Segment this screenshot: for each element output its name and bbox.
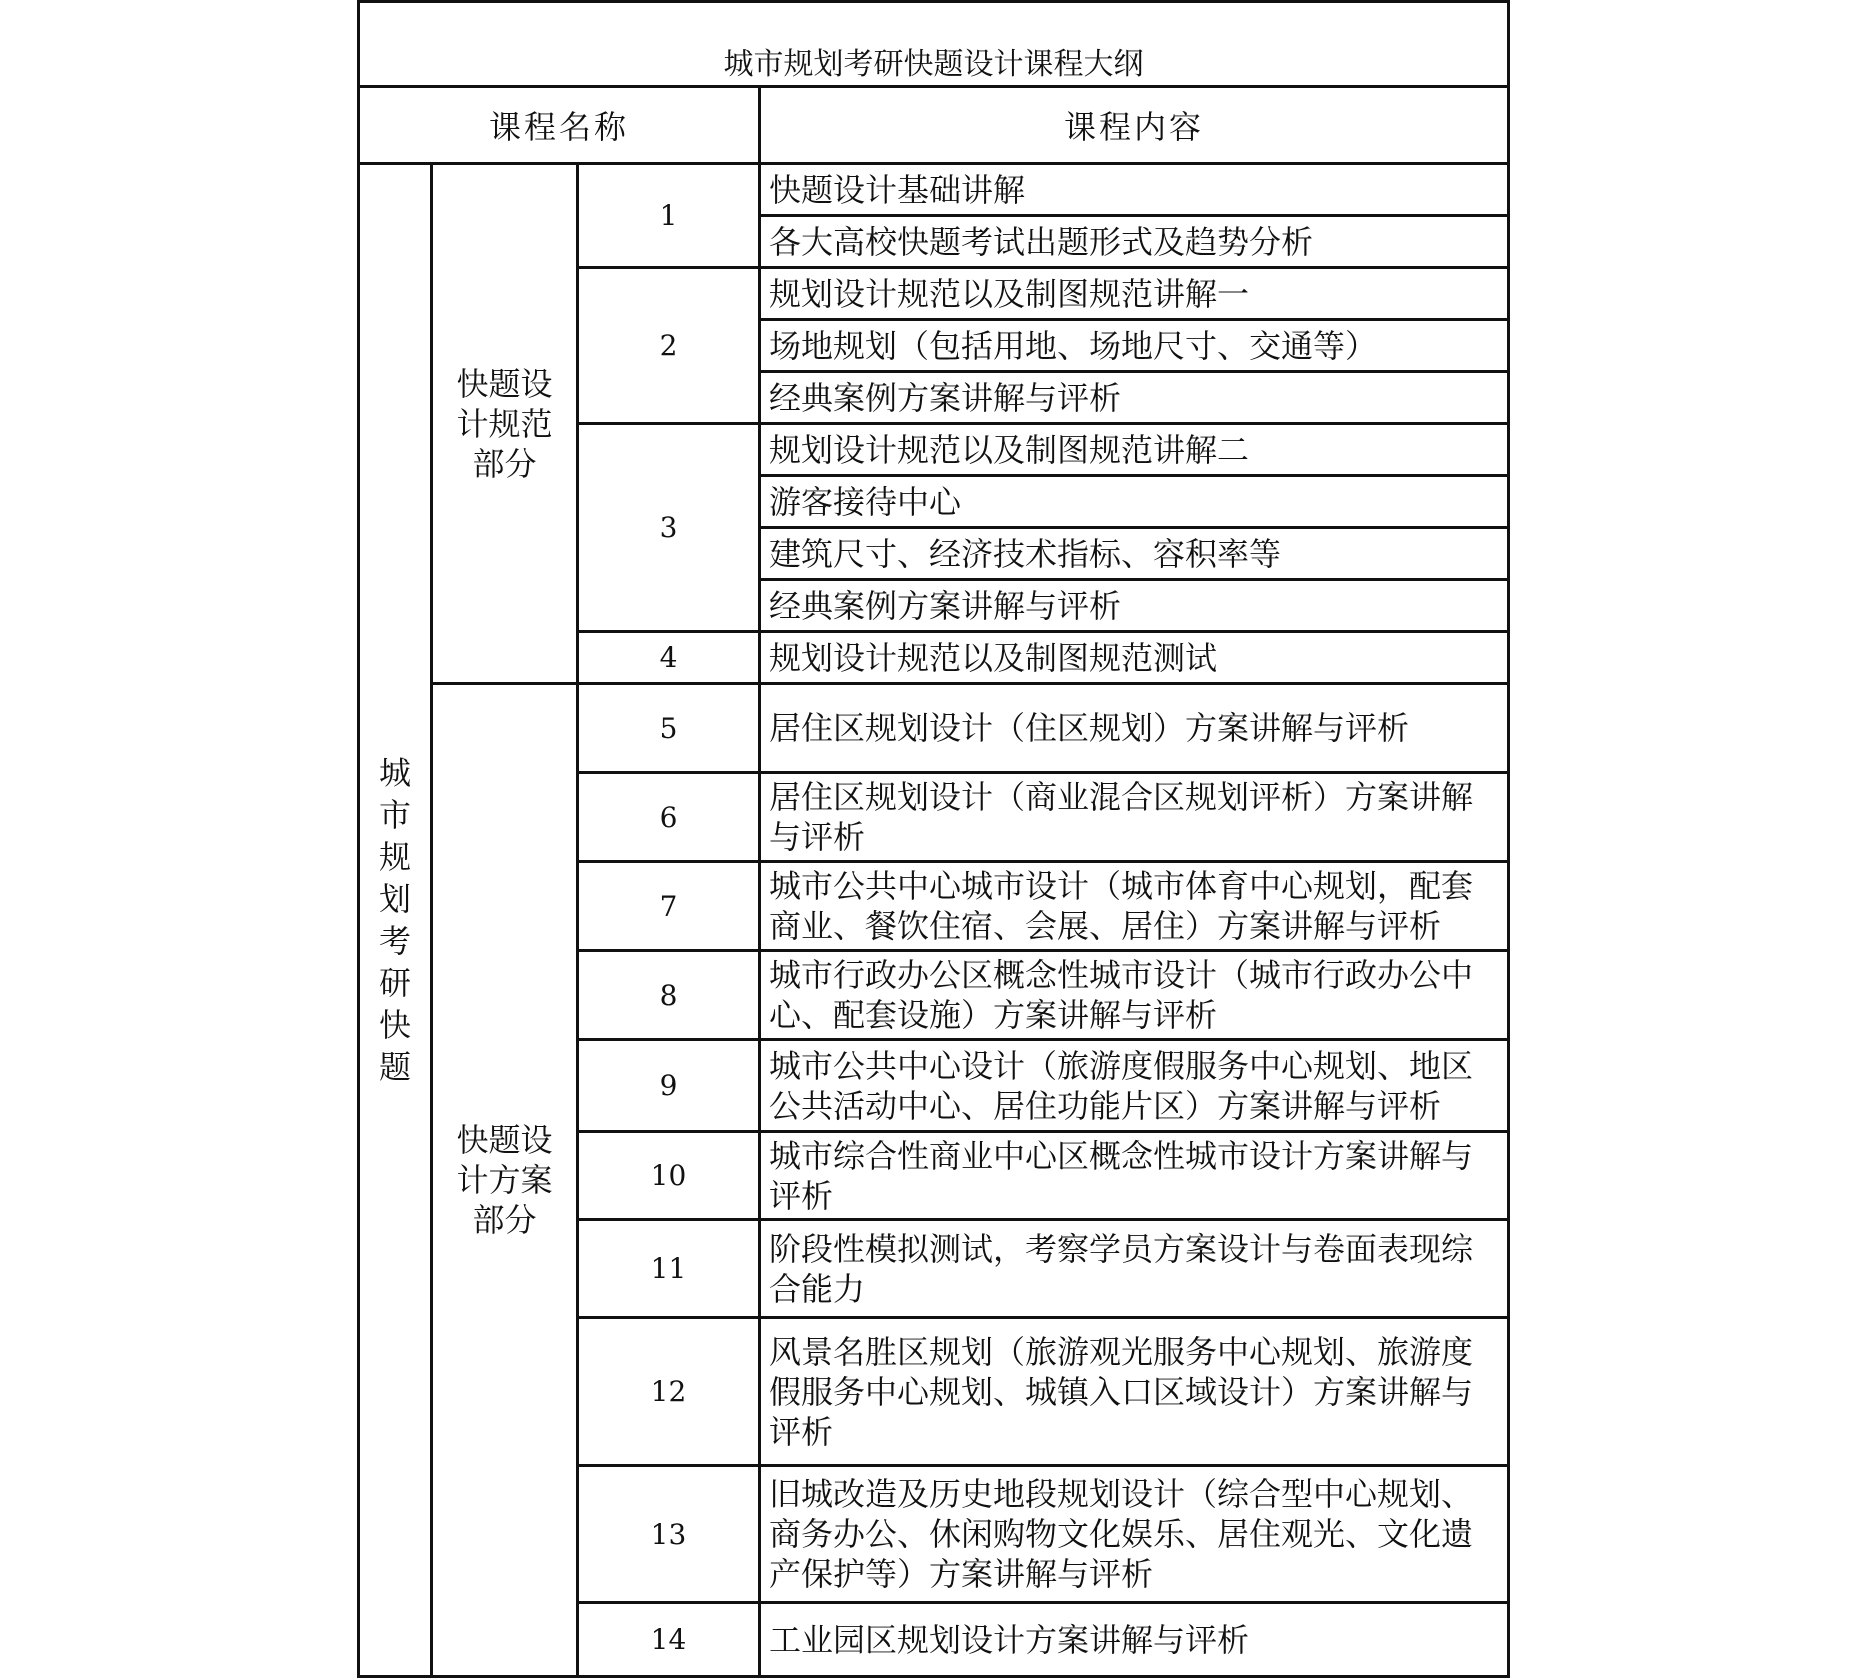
lesson-item-text: 城市行政办公区概念性城市设计（城市行政办公中心、配套设施）方案讲解与评析 [769,956,1474,1034]
lesson-item-text: 城市综合性商业中心区概念性城市设计方案讲解与评析 [769,1136,1474,1215]
lesson-item-text: 城市公共中心城市设计（城市体育中心规划，配套商业、餐饮住宿、会展、居住）方案讲解与评析 [769,867,1474,945]
lesson-number: 12 [578,1318,760,1466]
lesson-number: 10 [578,1132,760,1220]
lesson-item-text: 风景名胜区规划（旅游观光服务中心规划、旅游度假服务中心规划、城镇入口区域设计）方案讲解与评析 [769,1332,1474,1451]
lesson-number: 13 [578,1466,760,1603]
lesson-item: 场地规划（包括用地、场地尺寸、交通等） [760,320,1509,372]
lesson-number: 14 [578,1603,760,1677]
course-name-cell [359,164,432,1677]
lesson-item [760,1132,1509,1220]
lesson-item: 规划设计规范以及制图规范讲解二 [760,424,1509,476]
syllabus-table [357,0,1510,1678]
lesson-number: 9 [578,1040,760,1132]
lesson-item-text: 阶段性模拟测试，考察学员方案设计与卷面表现综合能力 [769,1229,1474,1308]
lesson-item: 快题设计基础讲解 [760,164,1509,216]
lesson-item [760,951,1509,1040]
lesson-item [760,1466,1509,1603]
lesson-item [760,1040,1509,1132]
header-course-name: 课程名称 [359,87,760,164]
lesson-number: 6 [578,773,760,862]
lesson-item-text: 城市公共中心设计（旅游度假服务中心规划、地区公共活动中心、居住功能片区）方案讲解与评析 [769,1046,1474,1125]
lesson-item [760,1220,1509,1318]
lesson-number: 11 [578,1220,760,1318]
section-cell [432,164,578,684]
section-label: 快题设计规范部分 [456,364,553,483]
table-row [359,684,1509,773]
lesson-number: 8 [578,951,760,1040]
lesson-item: 规划设计规范以及制图规范测试 [760,632,1509,684]
lesson-item: 建筑尺寸、经济技术指标、容积率等 [760,528,1509,580]
syllabus-sheet [357,0,1507,1672]
lesson-number: 5 [578,684,760,773]
table-title: 城市规划考研快题设计课程大纲 [359,2,1509,87]
lesson-item-text: 旧城改造及历史地段规划设计（综合型中心规划、商务办公、休闲购物文化娱乐、居住观光、文化遗产保护等）方案讲解与评析 [769,1475,1474,1593]
section-cell [432,684,578,1677]
section-label: 快题设计方案部分 [456,1121,553,1239]
lesson-number: 2 [578,268,760,424]
lesson-item: 规划设计规范以及制图规范讲解一 [760,268,1509,320]
title-row [359,2,1509,87]
lesson-number: 1 [578,164,760,268]
lesson-number: 3 [578,424,760,632]
header-row [359,87,1509,164]
lesson-item [760,1318,1509,1466]
lesson-item: 各大高校快题考试出题形式及趋势分析 [760,216,1509,268]
lesson-item: 经典案例方案讲解与评析 [760,372,1509,424]
lesson-item [760,773,1509,862]
lesson-item: 游客接待中心 [760,476,1509,528]
lesson-item-text: 居住区规划设计（商业混合区规划评析）方案讲解与评析 [769,778,1474,856]
lesson-item: 居住区规划设计（住区规划）方案讲解与评析 [760,684,1509,773]
lesson-number: 7 [578,862,760,951]
lesson-item: 工业园区规划设计方案讲解与评析 [760,1603,1509,1677]
lesson-number: 4 [578,632,760,684]
header-course-content: 课程内容 [760,87,1509,164]
lesson-item [760,862,1509,951]
lesson-item: 经典案例方案讲解与评析 [760,580,1509,632]
course-name: 城市规划考研快题 [378,754,411,1086]
table-row [359,164,1509,216]
